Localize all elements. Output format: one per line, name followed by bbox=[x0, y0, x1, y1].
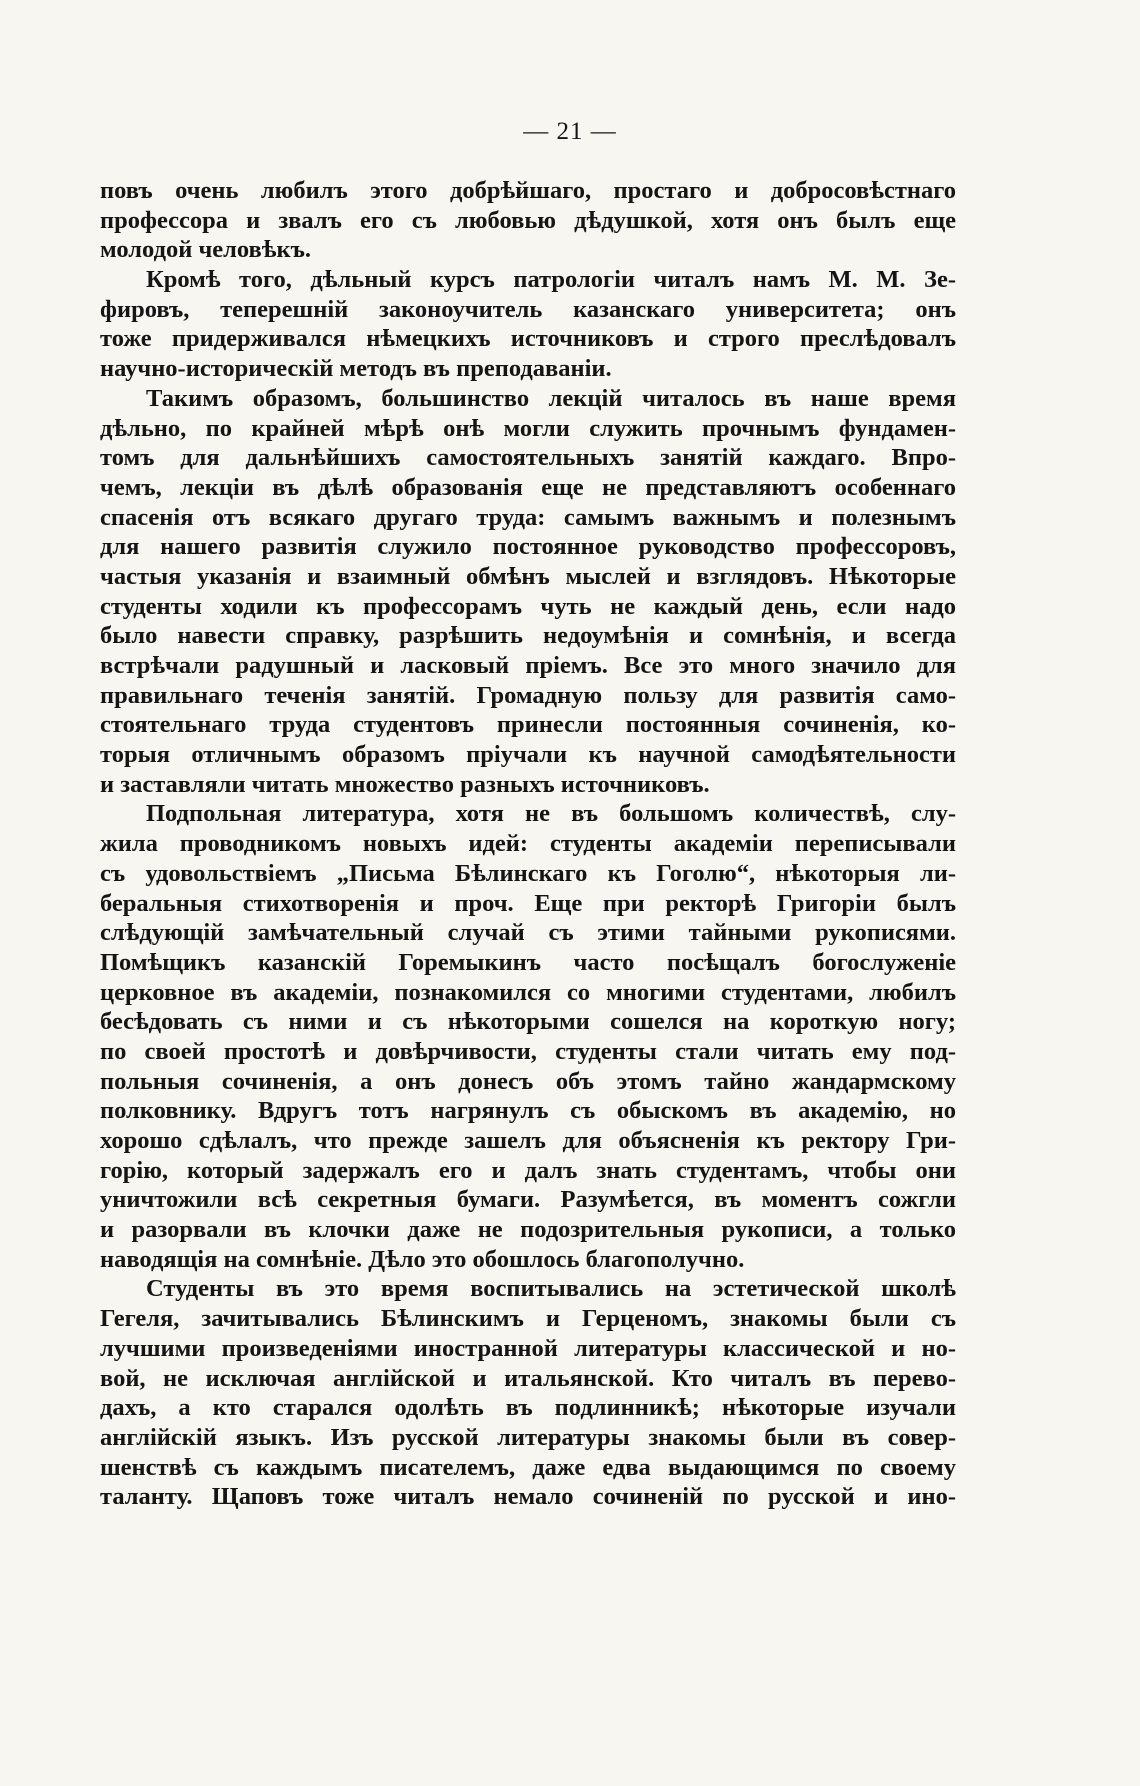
text-line: слѣдующій замѣчательный случай съ этими тайными рукописями. bbox=[100, 919, 956, 947]
text-line: и разорвали въ клочки даже не подозрительныя рукописи, а только bbox=[100, 1216, 956, 1244]
text-line: для нашего развитія служило постоянное руководство профессоровъ, bbox=[100, 533, 956, 561]
text-line: частыя указанія и взаимный обмѣнъ мыслей и взглядовъ. Нѣкоторые bbox=[100, 562, 956, 590]
text-line: дахъ, а кто старался одолѣть въ подлинникѣ; нѣкоторые изучали bbox=[100, 1394, 956, 1422]
text-line: англійскій языкъ. Изъ русской литературы знакомы были въ совер- bbox=[100, 1423, 956, 1451]
text-line: таланту. Щаповъ тоже читалъ немало сочиненій по русской и ино- bbox=[100, 1483, 956, 1511]
text-line: лучшими произведеніями иностранной литературы классической и но- bbox=[100, 1334, 956, 1362]
text-line: тоже придерживался нѣмецкихъ источниковъ и строго преслѣдовалъ bbox=[100, 325, 956, 353]
text-line: вой, не исключая англійской и итальянской. Кто читалъ въ перево- bbox=[100, 1364, 956, 1392]
page-number: — 21 — bbox=[523, 118, 617, 145]
text-line: Помѣщикъ казанскій Горемыкинъ часто посѣщалъ богослуженіе bbox=[100, 948, 956, 976]
text-line: было навести справку, разрѣшить недоумѣнія и сомнѣнія, и всегда bbox=[100, 622, 956, 650]
text-line: Студенты въ это время воспитывались на эстетической школѣ bbox=[146, 1275, 956, 1303]
text-line: дѣльно, по крайней мѣрѣ онѣ могли служить прочнымъ фундамен- bbox=[100, 414, 956, 442]
text-line: бесѣдовать съ ними и съ нѣкоторыми сошелся на короткую ногу; bbox=[100, 1008, 956, 1036]
text-line: уничтожили всѣ секретныя бумаги. Разумѣется, въ моментъ сожгли bbox=[100, 1186, 956, 1214]
text-line: полковнику. Вдругъ тотъ нагрянулъ съ обыскомъ въ академію, но bbox=[100, 1097, 956, 1125]
text-line: беральныя стихотворенія и проч. Еще при ректорѣ Григоріи былъ bbox=[100, 889, 956, 917]
paragraph bbox=[100, 799, 956, 1274]
text-line: горію, который задержалъ его и далъ знать студентамъ, чтобы они bbox=[100, 1156, 956, 1184]
text-line: и заставляли читать множество разныхъ источниковъ. bbox=[100, 770, 710, 798]
text-line: чемъ, лекціи въ дѣлѣ образованія еще не представляютъ особеннаго bbox=[100, 473, 956, 501]
paragraph bbox=[100, 384, 956, 800]
text-line: по своей простотѣ и довѣрчивости, студенты стали читать ему под- bbox=[100, 1037, 956, 1065]
text-line: встрѣчали радушный и ласковый пріемъ. Все это много значило для bbox=[100, 652, 956, 679]
text-line: молодой человѣкъ. bbox=[100, 236, 312, 264]
text-line: правильнаго теченія занятій. Громадную пользу для развитія само- bbox=[100, 681, 956, 709]
text-line: польныя сочиненія, а онъ донесъ объ этомъ тайно жандармскому bbox=[100, 1067, 956, 1095]
paragraph bbox=[100, 265, 956, 384]
text-line: профессора и звалъ его съ любовью дѣдушкой, хотя онъ былъ еще bbox=[100, 206, 956, 234]
text-line: фировъ, теперешній законоучитель казанскаго университета; онъ bbox=[100, 295, 956, 323]
text-line: стоятельнаго труда студентовъ принесли постоянныя сочиненія, ко- bbox=[100, 711, 956, 739]
text-line: томъ для дальнѣйшихъ самостоятельныхъ занятій каждаго. Впро- bbox=[100, 444, 956, 472]
text-line: повъ очень любилъ этого добрѣйшаго, простаго и добросовѣстнаго bbox=[100, 177, 956, 204]
text-line: Кромѣ того, дѣльный курсъ патрологіи читалъ намъ М. М. Зе- bbox=[146, 266, 956, 294]
text-line: Подпольная литература, хотя не въ большомъ количествѣ, слу- bbox=[146, 800, 956, 828]
text-line: съ удовольствіемъ „Письма Бѣлинскаго къ Гоголю“, нѣкоторыя ли- bbox=[100, 859, 956, 887]
text-line: Гегеля, зачитывались Бѣлинскимъ и Герценомъ, знакомы были съ bbox=[100, 1305, 956, 1333]
text-line: научно-историческій методъ въ преподаваніи. bbox=[100, 355, 612, 383]
paragraph bbox=[100, 1274, 956, 1512]
text-line: наводящія на сомнѣніе. Дѣло это обошлось благополучно. bbox=[100, 1245, 745, 1273]
text-line: жила проводникомъ новыхъ идей: студенты академіи переписывали bbox=[100, 830, 956, 858]
text-line: хорошо сдѣлалъ, что прежде зашелъ для объясненія къ ректору Гри- bbox=[100, 1127, 956, 1154]
body-text bbox=[100, 176, 956, 1512]
text-line: церковное въ академіи, познакомился со многими студентами, любилъ bbox=[100, 978, 956, 1006]
text-line: спасенія отъ всякаго другаго труда: самымъ важнымъ и полезнымъ bbox=[100, 503, 956, 531]
paragraph bbox=[100, 176, 956, 265]
text-line: шенствѣ съ каждымъ писателемъ, даже едва выдающимся по своему bbox=[100, 1453, 956, 1481]
text-line: Такимъ образомъ, большинство лекцій читалось въ наше время bbox=[146, 384, 956, 412]
text-line: торыя отличнымъ образомъ пріучали къ научной самодѣятельности bbox=[100, 741, 956, 769]
text-line: студенты ходили къ профессорамъ чуть не каждый день, если надо bbox=[100, 592, 956, 620]
